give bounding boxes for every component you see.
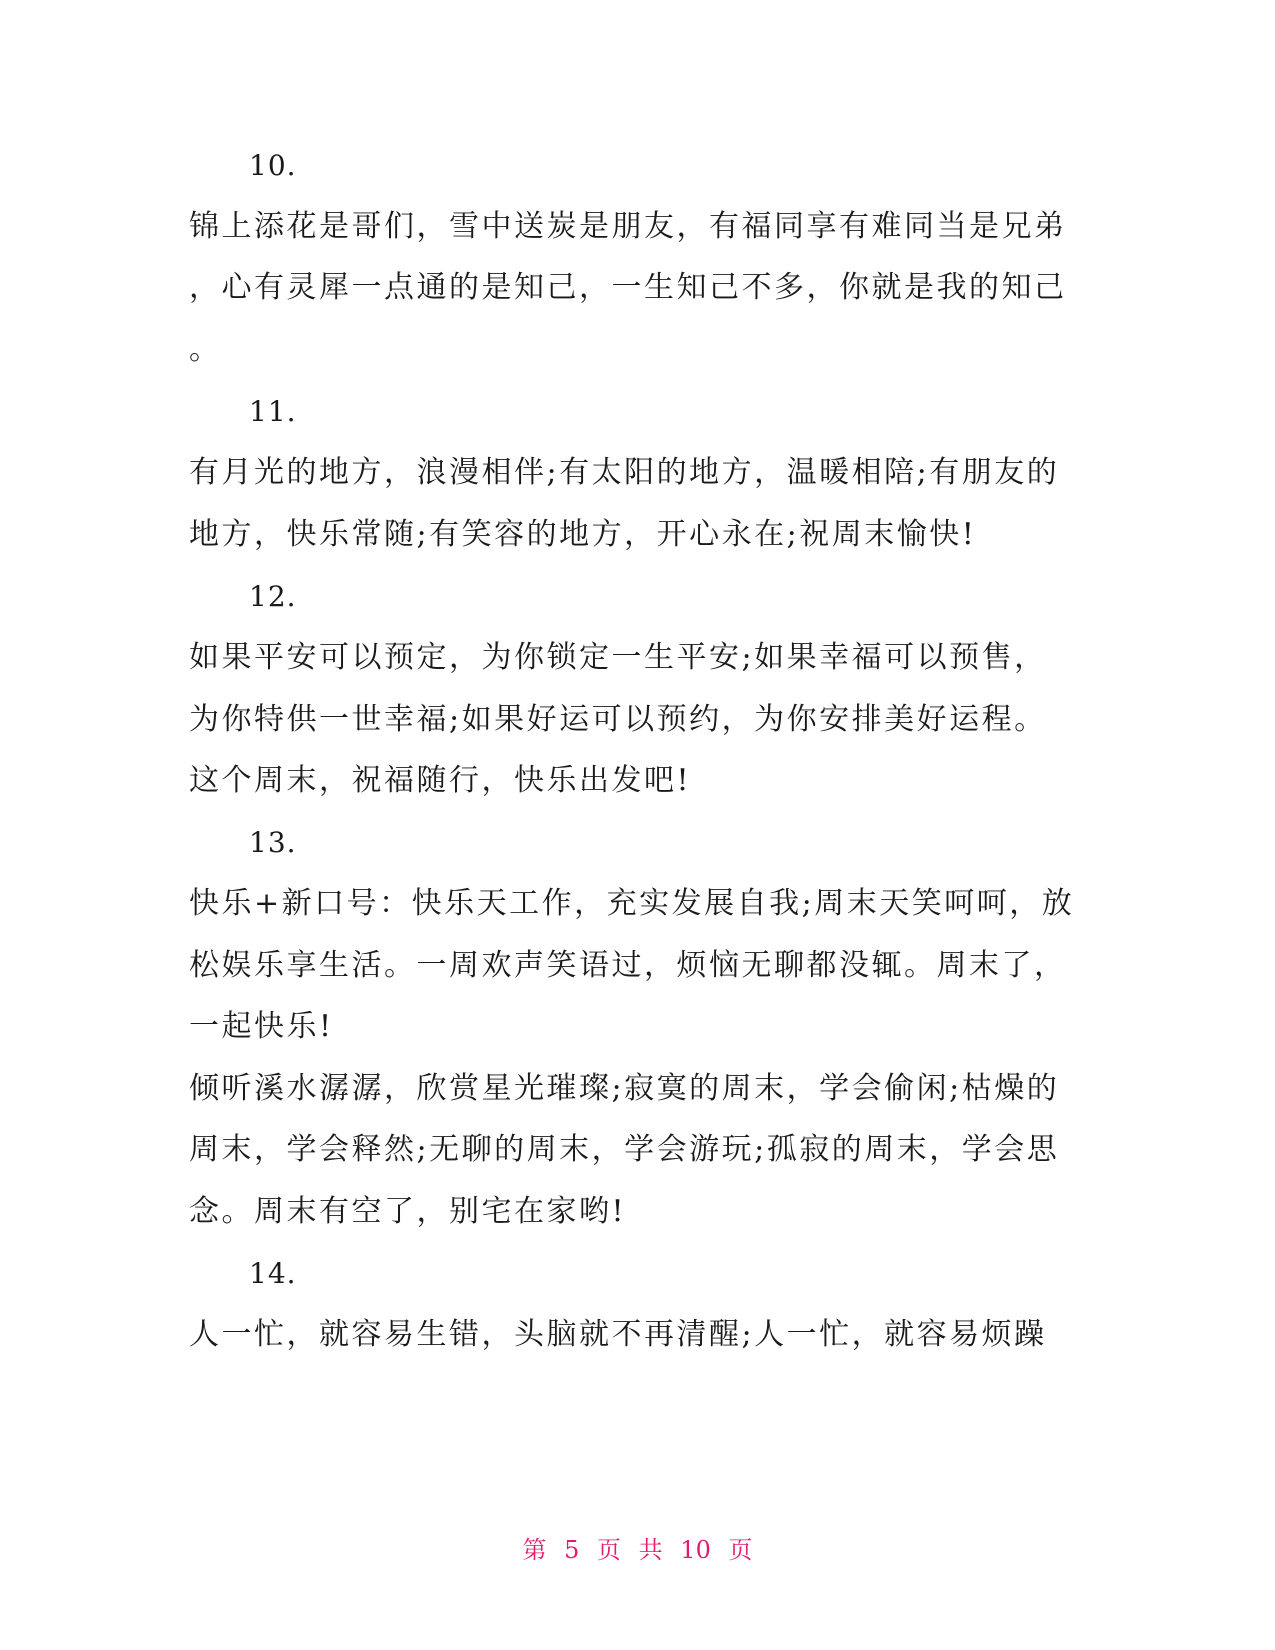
item-number-12: 12. — [249, 580, 297, 613]
item-number-13: 13. — [249, 826, 297, 859]
paragraph-line: 如果平安可以预定，为你锁定一生平安;如果幸福可以预售， — [189, 640, 1047, 675]
paragraph-line: ，心有灵犀一点通的是知己，一生知己不多，你就是我的知己 — [189, 270, 1067, 305]
paragraph-line: 。 — [189, 332, 222, 367]
paragraph-line: 人一忙，就容易生错，头脑就不再清醒;人一忙，就容易烦躁 — [189, 1317, 1047, 1352]
paragraph-line: 有月光的地方，浪漫相伴;有太阳的地方，温暖相陪;有朋友的 — [189, 455, 1060, 490]
paragraph-line: 松娱乐享生活。一周欢声笑语过，烦恼无聊都没辄。周末了， — [189, 948, 1067, 983]
item-number-11: 11. — [249, 395, 297, 428]
item-number-10: 10. — [249, 149, 297, 182]
paragraph-line: 地方，快乐常随;有笑容的地方，开心永在;祝周末愉快! — [189, 517, 977, 552]
paragraph-line: 念。周末有空了，别宅在家哟! — [189, 1194, 627, 1229]
paragraph-line: 周末，学会释然;无聊的周末，学会游玩;孤寂的周末，学会思 — [189, 1132, 1060, 1167]
paragraph-line: 为你特供一世幸福;如果好运可以预约，为你安排美好运程。 — [189, 702, 1047, 737]
paragraph-line: 锦上添花是哥们，雪中送炭是朋友，有福同享有难同当是兄弟 — [189, 209, 1067, 244]
paragraph-line: 倾听溪水潺潺，欣赏星光璀璨;寂寞的周末，学会偷闲;枯燥的 — [189, 1071, 1060, 1106]
paragraph-line: 一起快乐! — [189, 1009, 334, 1044]
page-footer: 第 5 页 共 10 页 — [522, 1536, 753, 1564]
item-number-14: 14. — [249, 1257, 297, 1290]
paragraph-line: 这个周末，祝福随行，快乐出发吧! — [189, 763, 692, 798]
paragraph-line: 快乐+新口号：快乐天工作，充实发展自我;周末天笑呵呵，放 — [189, 886, 1075, 921]
